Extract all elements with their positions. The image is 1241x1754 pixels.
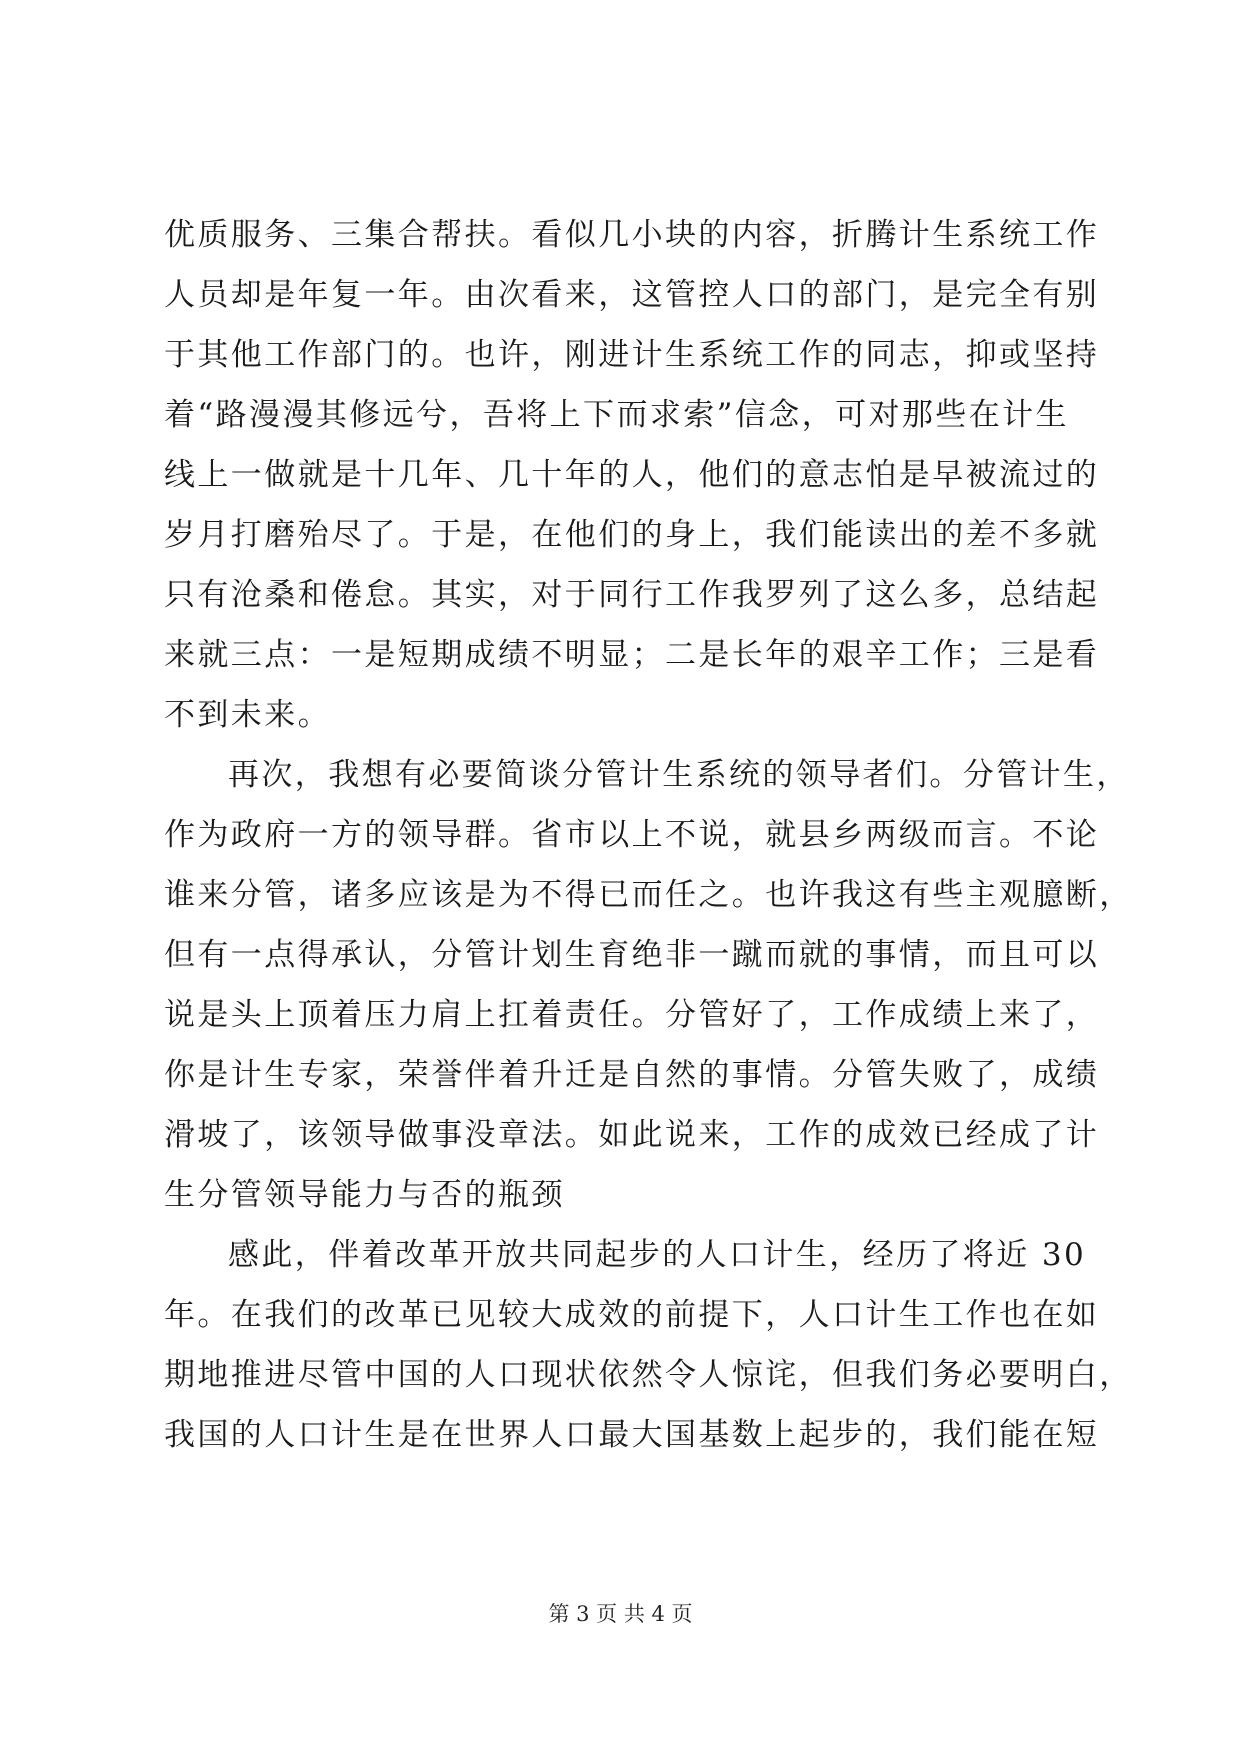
text-line: 只有沧桑和倦怠。其实，对于同行工作我罗列了这么多，总结起: [164, 577, 1100, 613]
text-line: 不到未来。: [164, 697, 331, 733]
text-line: 你是计生专家，荣誉伴着升迁是自然的事情。分管失败了，成绩: [164, 1057, 1100, 1093]
paragraph-first-line: 再次，我想有必要简谈分管计生系统的领导者们。分管计生，: [228, 757, 1130, 793]
text-line: 来就三点：一是短期成绩不明显；二是长年的艰辛工作；三是看: [164, 637, 1100, 673]
text-line: 说是头上顶着压力肩上扛着责任。分管好了，工作成绩上来了，: [164, 997, 1100, 1033]
text-line: 年。在我们的改革已见较大成效的前提下，人口计生工作也在如: [164, 1297, 1100, 1333]
text-line: 人员却是年复一年。由次看来，这管控人口的部门，是完全有别: [164, 277, 1100, 313]
text-line: 谁来分管，诸多应该是为不得已而任之。也许我这有些主观臆断，: [164, 877, 1133, 913]
text-line: 滑坡了，该领导做事没章法。如此说来，工作的成效已经成了计: [164, 1117, 1100, 1153]
text-line: 但有一点得承认，分管计划生育绝非一蹴而就的事情，而且可以: [164, 937, 1100, 973]
paragraph-first-line: 感此，伴着改革开放共同起步的人口计生，经历了将近 30: [228, 1237, 1087, 1273]
text-line: 岁月打磨殆尽了。于是，在他们的身上，我们能读出的差不多就: [164, 517, 1100, 553]
text-line: 优质服务、三集合帮扶。看似几小块的内容，折腾计生系统工作: [164, 217, 1100, 253]
text-line: 我国的人口计生是在世界人口最大国基数上起步的，我们能在短: [164, 1417, 1100, 1453]
text-line: 生分管领导能力与否的瓶颈: [164, 1177, 565, 1213]
text-line: 着“路漫漫其修远兮，吾将上下而求索”信念，可对那些在计生: [164, 397, 1069, 433]
page-footer: 第 3 页 共 4 页: [548, 1602, 693, 1626]
text-line: 于其他工作部门的。也许，刚进计生系统工作的同志，抑或坚持: [164, 337, 1100, 373]
text-line: 期地推进尽管中国的人口现状依然令人惊诧，但我们务必要明白，: [164, 1357, 1133, 1393]
text-line: 作为政府一方的领导群。省市以上不说，就县乡两级而言。不论: [164, 817, 1100, 853]
text-line: 线上一做就是十几年、几十年的人，他们的意志怕是早被流过的: [164, 457, 1100, 493]
